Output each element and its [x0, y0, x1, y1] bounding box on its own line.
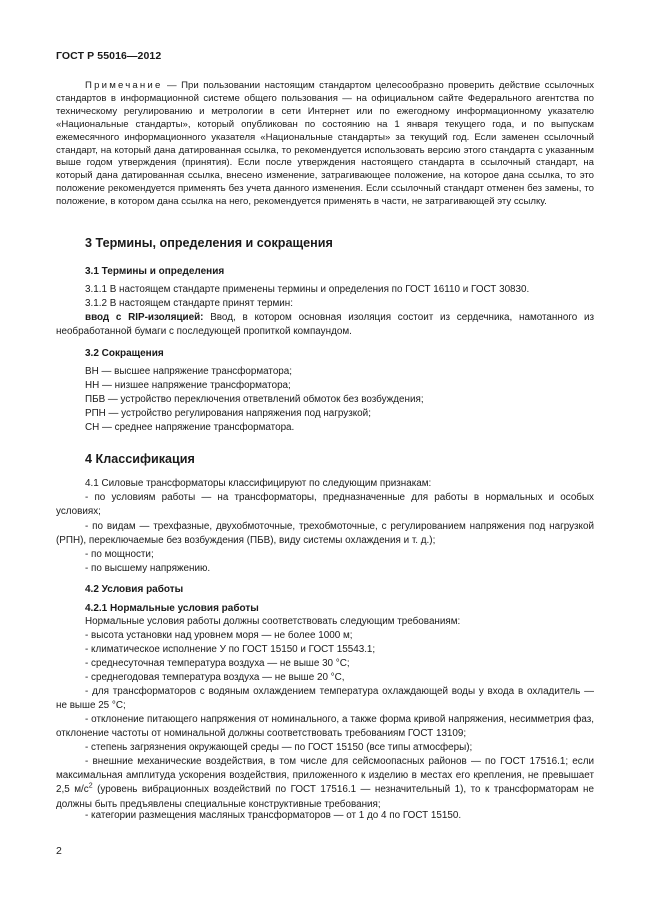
document-header: ГОСТ Р 55016—2012 — [56, 50, 162, 62]
requirement-item: - отклонение питающего напряжения от номинального, а также форма кривой напряжения, несимметрия фаз, отклонение частоты от номинальной должны соответствовать требованиям ГОСТ 13109; — [56, 714, 594, 740]
requirement-item: - степень загрязнения окружающей среды — по ГОСТ 15150 (все типы атмосферы); — [85, 742, 473, 753]
note-paragraph — [56, 80, 594, 209]
paragraph-3-1-2: 3.1.2 В настоящем стандарте принят термин: — [85, 298, 294, 309]
abbreviation-item: РПН — устройство регулирования напряжения под нагрузкой; — [85, 408, 371, 419]
subsection-3-1-heading: 3.1 Термины и определения — [85, 266, 225, 277]
requirement-item: - высота установки над уровнем моря — не более 1000 м; — [85, 630, 353, 641]
requirement-item: - внешние механические воздействия, в том числе для сейсмоопасных районов — по ГОСТ 17516.1; если максимальная амплитуда ускорения воздействия, приложенного к изделию в местах его крепления, не превышает 2,5 $м/с^2$ (уровень вибрационных воздействий по ГОСТ 17516.1 — незначительный 1), то к трансформаторам не должны быть предъявлены специальные конструктивные требования; — [56, 756, 595, 810]
note-label: Примечание — [85, 80, 163, 91]
paragraph-4-1: 4.1 Силовые трансформаторы классифицируют по следующим признакам: — [85, 478, 432, 489]
requirement-item: - среднегодовая температура воздуха — не выше 20 °С, — [85, 672, 345, 683]
requirement-item: - для трансформаторов с водяным охлаждением температура охлаждающей воды у входа в охладитель — не выше 25 °С; — [56, 686, 594, 712]
subsection-3-2-heading: 3.2 Сокращения — [85, 348, 164, 359]
subsection-4-2-heading: 4.2 Условия работы — [85, 584, 184, 595]
abbreviation-item: СН — среднее напряжение трансформатора. — [85, 422, 295, 433]
classification-item: - по высшему напряжению. — [85, 563, 211, 574]
abbreviation-item: НН — низшее напряжение трансформатора; — [85, 380, 291, 391]
section-4-heading: 4 Классификация — [85, 452, 195, 466]
subsection-4-2-1-heading: 4.2.1 Нормальные условия работы — [85, 603, 259, 614]
note-text: — При пользовании настоящим стандартом целесообразно проверить действие ссылочных стандартов в информационной системе общего пользования — на официальном сайте Федерального агентства по техническому регулированию и метрологии в сети Интернет или по ежегодному информационному указателю «Национальные стандарты», который опубликован по состоянию на 1 января текущего года, и по выпускам ежемесячного информационного указателя «Национальные стандарты» за текущий год. Если заменен ссылочный стандарт, на который дана датированная ссылка, то рекомендуется использовать версию этого стандарта с указанным выше годом утверждения (принятия). Если после утверждения настоящего стандарта в ссылочный стандарт, на который дана датированная ссылка, внесено изменение, затрагивающее положение, на которое дана ссылка, то это положение рекомендуется применять без учета данного изменения. Если ссылочный стандарт отменен без замены, то положение, в котором дана ссылка на него, рекомендуется применять в части, не затрагивающей эту ссылку. — [56, 80, 594, 208]
classification-item: - по видам — трехфазные, двухобмоточные, трехобмоточные, с регулированием напряжения под нагрузкой (РПН), переключаемые без возбуждения (ПБВ), виду системы охлаждения и т. д.); — [56, 521, 594, 547]
term-definition — [56, 311, 594, 339]
requirement-item: - категории размещения масляных трансформаторов — от 1 до 4 по ГОСТ 15150. — [85, 810, 462, 821]
term-description: Ввод, в котором основная изоляция состоит из сердечника, намотанного из необработанной бумаги с последующей пропиткой компаундом. — [56, 312, 594, 338]
abbreviation-item: ВН — высшее напряжение трансформатора; — [85, 366, 293, 377]
page-number: 2 — [56, 845, 62, 857]
classification-item: - по мощности; — [85, 549, 154, 560]
paragraph-3-1-1: 3.1.1 В настоящем стандарте применены термины и определения по ГОСТ 16110 и ГОСТ 30830. — [85, 284, 530, 295]
classification-item: - по условиям работы — на трансформаторы, предназначенные для работы в нормальных и особых условиях; — [56, 492, 594, 518]
requirement-item: - климатическое исполнение У по ГОСТ 15150 и ГОСТ 15543.1; — [85, 644, 376, 655]
term-name: ввод с RIP-изоляцией: — [85, 312, 204, 323]
requirement-item: - среднесуточная температура воздуха — не выше 30 °С; — [85, 658, 350, 669]
requirements-intro: Нормальные условия работы должны соответствовать следующим требованиям: — [85, 616, 461, 627]
abbreviation-item: ПБВ — устройство переключения ответвлений обмоток без возбуждения; — [85, 394, 424, 405]
superscript: 2 — [88, 783, 93, 791]
section-3-heading: 3 Термины, определения и сокращения — [85, 236, 333, 250]
